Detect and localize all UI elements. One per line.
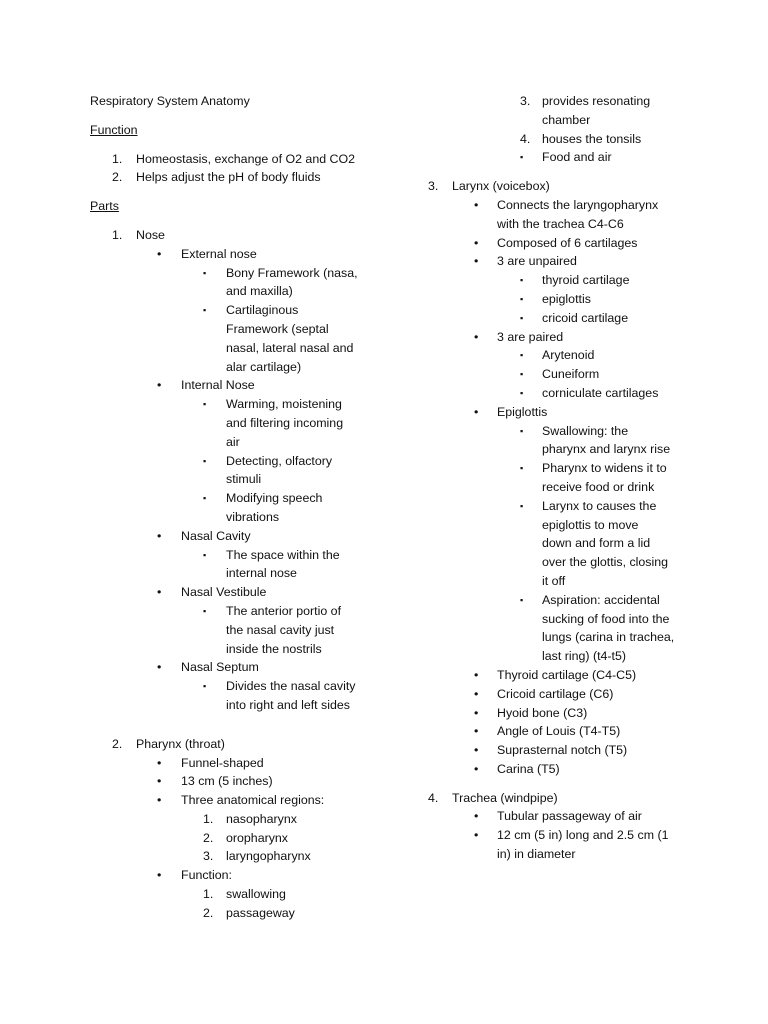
section-heading bbox=[90, 197, 420, 216]
sub-list-item bbox=[428, 111, 728, 130]
part-heading bbox=[90, 735, 420, 754]
sub-list-item bbox=[428, 148, 728, 167]
list-item bbox=[428, 685, 728, 704]
list-item bbox=[428, 215, 728, 234]
sub-list-item bbox=[90, 904, 420, 923]
list-item bbox=[428, 826, 728, 845]
sub-list-item bbox=[90, 696, 420, 715]
spacer bbox=[90, 216, 420, 226]
sub-list-item bbox=[90, 414, 420, 433]
line-text: corniculate cartilages bbox=[542, 385, 659, 400]
sub-list-item bbox=[428, 572, 728, 591]
list-item bbox=[90, 150, 420, 169]
bullet-icon: • bbox=[474, 197, 479, 212]
line-text: Funnel-shaped bbox=[181, 755, 264, 770]
line-text: last ring) (t4-t5) bbox=[542, 649, 626, 664]
list-item bbox=[90, 245, 420, 264]
line-text: with the trachea C4-C6 bbox=[497, 216, 624, 231]
sub-list-item bbox=[428, 610, 728, 629]
sub-list-item bbox=[90, 885, 420, 904]
sub-list-item bbox=[428, 130, 728, 149]
line-text: it off bbox=[542, 573, 566, 588]
bullet-icon: • bbox=[157, 868, 162, 883]
line-text: passageway bbox=[226, 905, 295, 920]
sub-list-item bbox=[90, 546, 420, 565]
line-text: down and form a lid bbox=[542, 536, 651, 551]
sub-list-item bbox=[90, 452, 420, 471]
list-item bbox=[428, 741, 728, 760]
bullet-icon: • bbox=[157, 528, 162, 543]
square-bullet-icon: ▪ bbox=[520, 152, 524, 163]
line-text: Pharynx (throat) bbox=[136, 736, 225, 751]
sub-list-item bbox=[90, 489, 420, 508]
list-number: 4. bbox=[520, 131, 531, 146]
spacer bbox=[90, 111, 420, 121]
sub-list-item bbox=[90, 847, 420, 866]
sub-list-item bbox=[428, 534, 728, 553]
line-text: 3 are paired bbox=[497, 329, 564, 344]
list-number: 3. bbox=[428, 179, 439, 194]
list-item bbox=[90, 791, 420, 810]
line-text: Helps adjust the pH of body fluids bbox=[136, 170, 321, 185]
line-text: The anterior portio of bbox=[226, 603, 342, 618]
sub-list-item bbox=[428, 553, 728, 572]
bullet-icon: • bbox=[474, 667, 479, 682]
line-text: vibrations bbox=[226, 509, 280, 524]
line-text: Angle of Louis (T4-T5) bbox=[497, 724, 621, 739]
spacer bbox=[90, 725, 420, 735]
bullet-icon: • bbox=[474, 705, 479, 720]
line-text: The space within the bbox=[226, 547, 340, 562]
square-bullet-icon: ▪ bbox=[520, 369, 524, 380]
line-text: Cartilaginous bbox=[226, 303, 299, 318]
square-bullet-icon: ▪ bbox=[203, 549, 207, 560]
sub-list-item bbox=[90, 621, 420, 640]
right-column bbox=[428, 92, 728, 864]
line-text: nasopharynx bbox=[226, 811, 297, 826]
square-bullet-icon: ▪ bbox=[203, 305, 207, 316]
line-text: Bony Framework (nasa, bbox=[226, 265, 358, 280]
line-text: Nasal Vestibule bbox=[181, 585, 267, 600]
line-text: 12 cm (5 in) long and 2.5 cm (1 bbox=[497, 828, 669, 843]
line-text: swallowing bbox=[226, 887, 286, 902]
sub-list-item bbox=[90, 602, 420, 621]
list-number: 2. bbox=[203, 905, 214, 920]
list-item bbox=[428, 704, 728, 723]
square-bullet-icon: ▪ bbox=[520, 425, 524, 436]
sub-list-item bbox=[90, 395, 420, 414]
line-text: in) in diameter bbox=[497, 847, 576, 862]
sub-list-item bbox=[428, 271, 728, 290]
line-text: Divides the nasal cavity bbox=[226, 679, 356, 694]
sub-list-item bbox=[90, 470, 420, 489]
list-item bbox=[428, 666, 728, 685]
line-text: laryngopharynx bbox=[226, 849, 311, 864]
line-text: into right and left sides bbox=[226, 697, 350, 712]
bullet-icon: • bbox=[474, 724, 479, 739]
part-heading bbox=[428, 789, 728, 808]
spacer bbox=[428, 167, 728, 177]
list-number: 3. bbox=[203, 849, 214, 864]
part-heading bbox=[428, 177, 728, 196]
section-heading bbox=[90, 121, 420, 140]
line-text: Aspiration: accidental bbox=[542, 592, 660, 607]
sub-list-item bbox=[428, 346, 728, 365]
bullet-icon: • bbox=[157, 378, 162, 393]
sub-list-item bbox=[90, 829, 420, 848]
bullet-icon: • bbox=[474, 686, 479, 701]
list-number: 1. bbox=[203, 811, 214, 826]
sub-list-item bbox=[90, 433, 420, 452]
square-bullet-icon: ▪ bbox=[520, 293, 524, 304]
square-bullet-icon: ▪ bbox=[520, 594, 524, 605]
sub-list-item bbox=[428, 459, 728, 478]
sub-list-item bbox=[428, 92, 728, 111]
list-number: 3. bbox=[520, 94, 531, 108]
bullet-icon: • bbox=[157, 660, 162, 675]
bullet-icon: • bbox=[474, 761, 479, 776]
square-bullet-icon: ▪ bbox=[520, 312, 524, 323]
line-text: over the glottis, closing bbox=[542, 555, 669, 570]
bullet-icon: • bbox=[157, 793, 162, 808]
line-text: air bbox=[226, 434, 240, 449]
list-item bbox=[428, 722, 728, 741]
line-text: alar cartilage) bbox=[226, 359, 302, 374]
bullet-icon: • bbox=[157, 585, 162, 600]
square-bullet-icon: ▪ bbox=[520, 275, 524, 286]
bullet-icon: • bbox=[157, 755, 162, 770]
line-text: Nose bbox=[136, 227, 165, 242]
line-text: Suprasternal notch (T5) bbox=[497, 743, 628, 758]
line-text: Pharynx to widens it to bbox=[542, 461, 667, 476]
line-text: stimuli bbox=[226, 472, 262, 487]
sub-list-item bbox=[428, 628, 728, 647]
bullet-icon: • bbox=[474, 329, 479, 344]
line-text: cricoid cartilage bbox=[542, 310, 629, 325]
sub-list-item bbox=[90, 282, 420, 301]
function-heading: Function bbox=[90, 122, 138, 137]
sub-list-item bbox=[428, 440, 728, 459]
document-title bbox=[90, 92, 420, 111]
list-number: 2. bbox=[112, 170, 123, 185]
line-text: Cricoid cartilage (C6) bbox=[497, 686, 614, 701]
line-text: Arytenoid bbox=[542, 348, 595, 363]
line-text: nasal, lateral nasal and bbox=[226, 340, 354, 355]
square-bullet-icon: ▪ bbox=[520, 500, 524, 511]
list-item bbox=[90, 527, 420, 546]
sub-list-item bbox=[428, 365, 728, 384]
list-item bbox=[428, 252, 728, 271]
line-text: oropharynx bbox=[226, 830, 288, 845]
line-text: and maxilla) bbox=[226, 284, 293, 299]
line-text: Composed of 6 cartilages bbox=[497, 235, 638, 250]
sub-list-item bbox=[428, 290, 728, 309]
line-text: Framework (septal bbox=[226, 321, 329, 336]
list-item bbox=[428, 760, 728, 779]
list-item bbox=[90, 772, 420, 791]
list-number: 1. bbox=[203, 887, 214, 902]
line-text: Trachea (windpipe) bbox=[452, 790, 558, 805]
line-text: internal nose bbox=[226, 566, 297, 581]
sub-list-item bbox=[90, 508, 420, 527]
line-text: Connects the laryngopharynx bbox=[497, 197, 659, 212]
line-text: lungs (carina in trachea, bbox=[542, 630, 675, 645]
list-item bbox=[90, 583, 420, 602]
sub-list-item bbox=[90, 358, 420, 377]
line-text: Tubular passageway of air bbox=[497, 809, 642, 824]
bullet-icon: • bbox=[157, 774, 162, 789]
list-number: 2. bbox=[203, 830, 214, 845]
sub-list-item bbox=[90, 339, 420, 358]
list-number: 1. bbox=[112, 151, 123, 166]
line-text: sucking of food into the bbox=[542, 611, 670, 626]
sub-list-item bbox=[428, 647, 728, 666]
sub-list-item bbox=[428, 478, 728, 497]
parts-heading: Parts bbox=[90, 199, 119, 214]
list-item bbox=[428, 403, 728, 422]
sub-list-item bbox=[428, 591, 728, 610]
line-text: 3 are unpaired bbox=[497, 254, 577, 269]
line-text: Function: bbox=[181, 868, 232, 883]
line-text: Thyroid cartilage (C4-C5) bbox=[497, 667, 637, 682]
line-text: Nasal Septum bbox=[181, 660, 259, 675]
line-text: chamber bbox=[542, 112, 591, 127]
bullet-icon: • bbox=[474, 235, 479, 250]
bullet-icon: • bbox=[474, 828, 479, 843]
sub-list-item bbox=[428, 516, 728, 535]
sub-list-item bbox=[90, 810, 420, 829]
spacer bbox=[428, 779, 728, 789]
line-text: epiglottis to move bbox=[542, 517, 639, 532]
line-text: Modifying speech bbox=[226, 491, 323, 506]
sub-list-item bbox=[90, 564, 420, 583]
line-text: receive food or drink bbox=[542, 479, 655, 494]
line-text: Warming, moistening bbox=[226, 397, 342, 412]
sub-list-item bbox=[428, 497, 728, 516]
line-text: Homeostasis, exchange of O2 and CO2 bbox=[136, 151, 356, 166]
list-item bbox=[90, 754, 420, 773]
part-heading bbox=[90, 226, 420, 245]
line-text: Larynx (voicebox) bbox=[452, 179, 550, 194]
square-bullet-icon: ▪ bbox=[520, 463, 524, 474]
line-text: Detecting, olfactory bbox=[226, 453, 333, 468]
bullet-icon: • bbox=[474, 809, 479, 824]
line-text: Larynx to causes the bbox=[542, 498, 657, 513]
list-item bbox=[428, 328, 728, 347]
line-text: 13 cm (5 inches) bbox=[181, 774, 273, 789]
square-bullet-icon: ▪ bbox=[520, 387, 524, 398]
line-text: provides resonating bbox=[542, 94, 651, 108]
line-text: Carina (T5) bbox=[497, 761, 560, 776]
square-bullet-icon: ▪ bbox=[203, 493, 207, 504]
line-text: houses the tonsils bbox=[542, 131, 642, 146]
page-title: Respiratory System Anatomy bbox=[90, 94, 250, 108]
square-bullet-icon: ▪ bbox=[203, 605, 207, 616]
list-item bbox=[90, 866, 420, 885]
list-item bbox=[428, 807, 728, 826]
line-text: Three anatomical regions: bbox=[181, 793, 325, 808]
sub-list-item bbox=[90, 320, 420, 339]
line-text: Swallowing: the bbox=[542, 423, 629, 438]
sub-list-item bbox=[90, 301, 420, 320]
line-text: Hyoid bone (C3) bbox=[497, 705, 588, 720]
list-number: 4. bbox=[428, 790, 439, 805]
line-text: inside the nostrils bbox=[226, 641, 322, 656]
bullet-icon: • bbox=[474, 254, 479, 269]
sub-list-item bbox=[90, 677, 420, 696]
list-item bbox=[428, 234, 728, 253]
square-bullet-icon: ▪ bbox=[203, 455, 207, 466]
line-text: thyroid cartilage bbox=[542, 273, 630, 288]
line-text: External nose bbox=[181, 246, 257, 261]
spacer bbox=[90, 187, 420, 197]
sub-list-item bbox=[428, 309, 728, 328]
square-bullet-icon: ▪ bbox=[203, 267, 207, 278]
square-bullet-icon: ▪ bbox=[203, 399, 207, 410]
sub-list-item bbox=[90, 264, 420, 283]
line-text: pharynx and larynx rise bbox=[542, 442, 671, 457]
square-bullet-icon: ▪ bbox=[520, 350, 524, 361]
list-number: 2. bbox=[112, 736, 123, 751]
left-column bbox=[90, 92, 420, 923]
sub-list-item bbox=[90, 640, 420, 659]
bullet-icon: • bbox=[474, 743, 479, 758]
line-text: epiglottis bbox=[542, 291, 591, 306]
line-text: Cuneiform bbox=[542, 367, 600, 382]
bullet-icon: • bbox=[474, 404, 479, 419]
list-number: 1. bbox=[112, 227, 123, 242]
line-text: and filtering incoming bbox=[226, 415, 344, 430]
list-item bbox=[90, 376, 420, 395]
spacer bbox=[90, 140, 420, 150]
sub-list-item bbox=[428, 384, 728, 403]
list-item bbox=[428, 196, 728, 215]
list-item bbox=[90, 658, 420, 677]
square-bullet-icon: ▪ bbox=[203, 681, 207, 692]
list-item bbox=[90, 168, 420, 187]
sub-list-item bbox=[428, 422, 728, 441]
line-text: Epiglottis bbox=[497, 404, 548, 419]
bullet-icon: • bbox=[157, 246, 162, 261]
spacer bbox=[90, 715, 420, 725]
line-text: Nasal Cavity bbox=[181, 528, 251, 543]
line-text: the nasal cavity just bbox=[226, 622, 335, 637]
line-text: Food and air bbox=[542, 150, 612, 165]
line-text: Internal Nose bbox=[181, 378, 255, 393]
list-item bbox=[428, 845, 728, 864]
